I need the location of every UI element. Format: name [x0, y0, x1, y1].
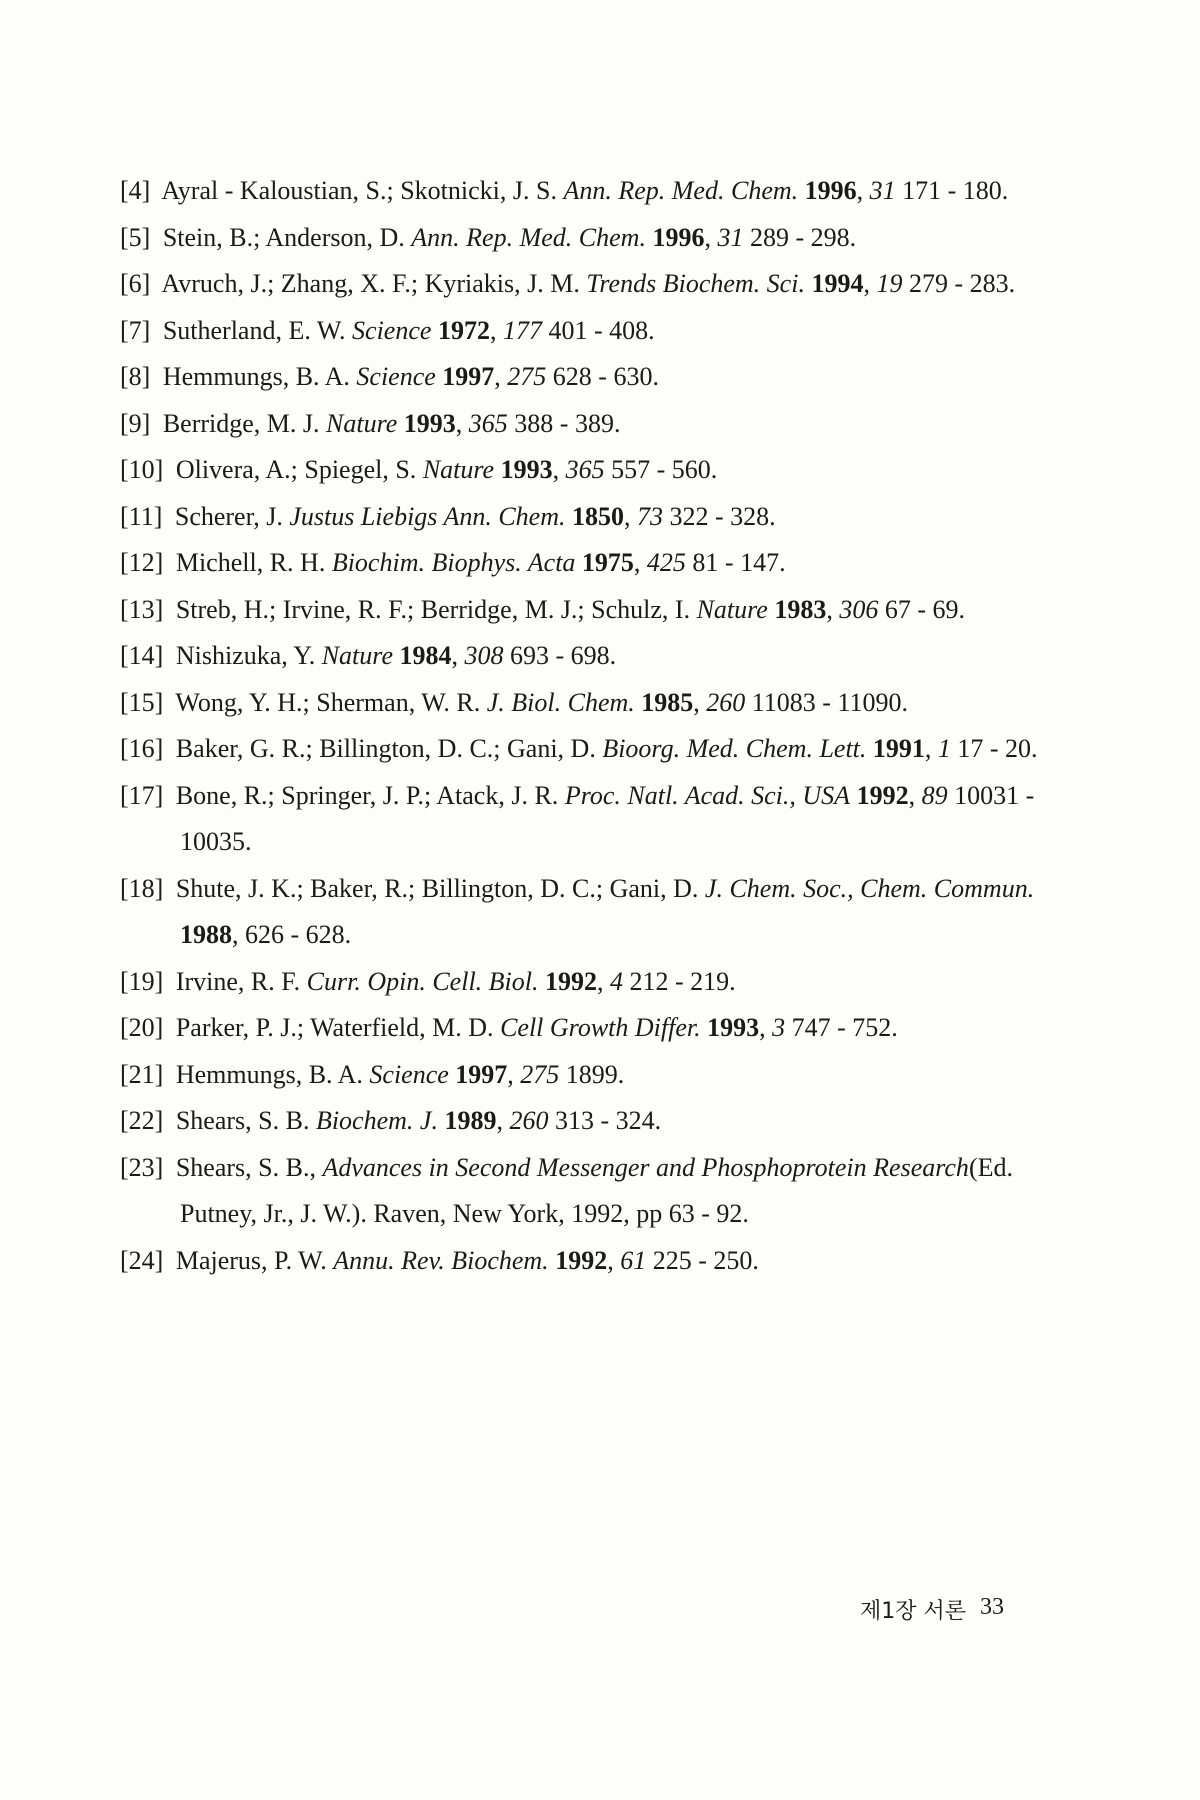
- reference-pages: 322 - 328.: [669, 501, 776, 531]
- reference-year: 1989: [444, 1106, 497, 1135]
- reference-authors: Baker, G. R.; Billington, D. C.; Gani, D.: [175, 734, 596, 763]
- reference-pages: 17 - 20.: [957, 734, 1038, 763]
- reference-journal: Justus Liebigs Ann. Chem.: [289, 501, 566, 531]
- reference-item: [120, 1145, 1050, 1238]
- reference-journal: Science: [352, 315, 432, 345]
- reference-pages: 279 - 283.: [908, 269, 1016, 298]
- reference-journal: Advances in Second Messenger and Phosphoprotein Research: [322, 1152, 969, 1182]
- reference-journal: J. Chem. Soc., Chem. Commun.: [704, 873, 1035, 903]
- reference-pages: 626 - 628.: [245, 920, 352, 949]
- reference-volume: 275: [507, 362, 547, 391]
- reference-item: [18] Shute, J. K.; Baker, R.; Billington, D. C.; Gani, D. J. Chem. Soc., Chem. Commun. 1988, 626 - 628.: [150, 866, 1050, 959]
- reference-year: 1996: [804, 176, 857, 205]
- reference-journal: Biochim. Biophys. Acta: [331, 548, 576, 577]
- reference-journal: Ann. Rep. Med. Chem.: [563, 176, 799, 205]
- reference-journal: Bioorg. Med. Chem. Lett.: [602, 734, 867, 763]
- reference-volume: 308: [464, 641, 504, 670]
- reference-item: [9] Berridge, M. J. Nature 1993, 365 388 - 389.: [120, 408, 621, 438]
- reference-number: [21]: [120, 1059, 164, 1089]
- reference-pages: (Ed. Putney, Jr., J. W.). Raven, New York, 1992, pp 63 - 92.: [180, 1152, 1013, 1228]
- reference-item: [8] Hemmungs, B. A. Science 1997, 275 628 - 630.: [120, 362, 659, 391]
- reference-number: [10]: [120, 455, 164, 484]
- reference-list: [120, 168, 1050, 1284]
- reference-authors: Sutherland, E. W.: [162, 315, 346, 345]
- reference-pages: 693 - 698.: [509, 641, 617, 670]
- reference-volume: 31: [869, 176, 896, 205]
- reference-number: [17]: [120, 780, 164, 810]
- reference-authors: Stein, B.; Anderson, D.: [162, 222, 405, 252]
- reference-year: 1997: [442, 362, 495, 391]
- reference-authors: Ayral - Kaloustian, S.; Skotnicki, J. S.: [161, 176, 557, 205]
- reference-journal: Trends Biochem. Sci.: [586, 269, 805, 298]
- reference-authors: Parker, P. J.; Waterfield, M. D.: [175, 1013, 494, 1042]
- reference-year: 1983: [774, 594, 827, 624]
- reference-authors: Michell, R. H.: [175, 548, 326, 577]
- reference-pages: 67 - 69.: [884, 594, 966, 624]
- reference-item: [22] Shears, S. B. Biochem. J. 1989, 260 313 - 324.: [150, 1098, 1050, 1145]
- reference-authors: Hemmungs, B. A.: [175, 1059, 363, 1089]
- reference-number: [12]: [120, 548, 164, 577]
- reference-item: [17] Bone, R.; Springer, J. P.; Atack, J. R. Proc. Natl. Acad. Sci., USA 1992, 89 10031 - 10035.: [150, 773, 1050, 866]
- reference-year: 1996: [652, 222, 705, 252]
- reference-pages: 313 - 324.: [554, 1106, 662, 1135]
- reference-number: [16]: [120, 734, 164, 763]
- reference-journal: Science: [356, 362, 436, 391]
- reference-authors: Streb, H.; Irvine, R. F.; Berridge, M. J.; Schulz, I.: [175, 594, 691, 624]
- reference-volume: 365: [565, 455, 605, 484]
- reference-authors: Berridge, M. J.: [162, 408, 320, 438]
- reference-volume: 425: [646, 548, 686, 577]
- reference-year: 1993: [403, 408, 456, 438]
- reference-item: [15] Wong, Y. H.; Sherman, W. R. J. Biol. Chem. 1985, 260 11083 - 11090.: [150, 680, 1050, 727]
- reference-pages: 225 - 250.: [652, 1245, 759, 1275]
- reference-journal: Proc. Natl. Acad. Sci., USA: [564, 780, 851, 810]
- reference-item: [19] Irvine, R. F. Curr. Opin. Cell. Biol. 1992, 4 212 - 219.: [150, 959, 1050, 1006]
- reference-volume: 260: [509, 1106, 549, 1135]
- reference-authors: Shears, S. B.,: [175, 1152, 316, 1182]
- reference-item: [16] Baker, G. R.; Billington, D. C.; Gani, D. Bioorg. Med. Chem. Lett. 1991, 1 17 - 20.: [150, 726, 1050, 773]
- reference-journal: Cell Growth Differ.: [500, 1013, 701, 1042]
- reference-volume: 73: [636, 501, 663, 531]
- reference-authors: Shute, J. K.; Baker, R.; Billington, D. C.; Gani, D.: [175, 873, 699, 903]
- reference-journal: Nature: [321, 641, 393, 670]
- reference-item: [12] Michell, R. H. Biochim. Biophys. Acta 1975, 425 81 - 147.: [150, 540, 1050, 587]
- reference-item: [20] Parker, P. J.; Waterfield, M. D. Cell Growth Differ. 1993, 3 747 - 752.: [150, 1005, 1050, 1052]
- reference-number: [18]: [120, 873, 164, 903]
- reference-volume: 177: [502, 315, 542, 345]
- reference-journal: Nature: [422, 455, 495, 484]
- reference-journal: Annu. Rev. Biochem.: [333, 1245, 549, 1275]
- reference-volume: 31: [717, 222, 744, 252]
- chapter-title: 제1장 서론: [860, 1599, 966, 1624]
- reference-item: [14] Nishizuka, Y. Nature 1984, 308 693 - 698.: [150, 633, 1050, 680]
- reference-year: 1984: [399, 641, 452, 670]
- reference-volume: 19: [876, 269, 903, 298]
- reference-pages: 628 - 630.: [552, 362, 659, 391]
- reference-authors: Nishizuka, Y.: [175, 641, 316, 670]
- reference-volume: 89: [921, 780, 948, 810]
- reference-number: [23]: [120, 1152, 164, 1182]
- reference-item: [4] Ayral - Kaloustian, S.; Skotnicki, J. S. Ann. Rep. Med. Chem. 1996, 31 171 - 180.: [120, 176, 1009, 205]
- reference-item: [10] Olivera, A.; Spiegel, S. Nature 1993, 365 557 - 560.: [150, 447, 1050, 494]
- reference-year: 1972: [437, 315, 490, 345]
- reference-journal: Nature: [696, 594, 768, 624]
- reference-year: 1993: [500, 455, 553, 484]
- reference-item: [5] Stein, B.; Anderson, D. Ann. Rep. Med. Chem. 1996, 31 289 - 298.: [120, 222, 857, 252]
- reference-journal: Ann. Rep. Med. Chem.: [411, 222, 646, 252]
- reference-authors: Majerus, P. W.: [175, 1245, 327, 1275]
- reference-volume: 1: [937, 734, 951, 763]
- reference-journal: Nature: [326, 408, 398, 438]
- reference-number: [13]: [120, 594, 164, 624]
- reference-authors: Hemmungs, B. A.: [162, 362, 350, 391]
- reference-pages: 171 - 180.: [902, 176, 1009, 205]
- reference-year: 1850: [571, 501, 624, 531]
- reference-year: 1992: [856, 780, 909, 810]
- reference-year: 1975: [581, 548, 634, 577]
- reference-volume: 260: [706, 687, 746, 717]
- reference-authors: Scherer, J.: [174, 501, 283, 531]
- reference-pages: 401 - 408.: [548, 315, 655, 345]
- reference-authors: Irvine, R. F.: [175, 966, 301, 996]
- reference-pages: 557 - 560.: [611, 455, 718, 484]
- reference-item: [24] Majerus, P. W. Annu. Rev. Biochem. 1992, 61 225 - 250.: [150, 1238, 1050, 1285]
- reference-volume: 61: [620, 1245, 647, 1275]
- reference-pages: 289 - 298.: [749, 222, 857, 252]
- reference-number: [11]: [120, 501, 163, 531]
- reference-year: 1993: [707, 1013, 760, 1042]
- reference-journal: Curr. Opin. Cell. Biol.: [306, 966, 539, 996]
- reference-pages: 81 - 147.: [692, 548, 786, 577]
- reference-volume: 365: [468, 408, 508, 438]
- reference-number: [19]: [120, 966, 164, 996]
- page-number: 33: [980, 1594, 1004, 1620]
- reference-item: [21] Hemmungs, B. A. Science 1997, 275 1899.: [150, 1052, 1050, 1099]
- reference-pages: 212 - 219.: [629, 966, 736, 996]
- reference-year: 1992: [555, 1245, 608, 1275]
- reference-pages: 747 - 752.: [791, 1013, 898, 1042]
- reference-number: [24]: [120, 1245, 164, 1275]
- reference-item: [6] Avruch, J.; Zhang, X. F.; Kyriakis, J. M. Trends Biochem. Sci. 1994, 19 279 - 283.: [120, 269, 1016, 298]
- page-footer: [860, 1594, 1004, 1625]
- reference-year: 1991: [872, 734, 925, 763]
- reference-volume: 4: [610, 966, 623, 996]
- reference-authors: Avruch, J.; Zhang, X. F.; Kyriakis, J. M.: [161, 269, 580, 298]
- reference-year: 1992: [545, 966, 597, 996]
- reference-item: [7] Sutherland, E. W. Science 1972, 177 401 - 408.: [120, 315, 655, 345]
- reference-number: [14]: [120, 641, 164, 670]
- reference-authors: Bone, R.; Springer, J. P.; Atack, J. R.: [175, 780, 559, 810]
- reference-number: [22]: [120, 1106, 164, 1135]
- reference-volume: 275: [520, 1059, 560, 1089]
- reference-item: [11] Scherer, J. Justus Liebigs Ann. Chem. 1850, 73 322 - 328.: [150, 494, 1050, 541]
- reference-pages: 11083 - 11090.: [751, 687, 908, 717]
- reference-journal: Biochem. J.: [315, 1106, 438, 1135]
- reference-volume: 3: [772, 1013, 786, 1042]
- reference-journal: J. Biol. Chem.: [486, 687, 635, 717]
- reference-year: 1997: [455, 1059, 508, 1089]
- reference-pages: 388 - 389.: [514, 408, 621, 438]
- reference-journal: Science: [369, 1059, 449, 1089]
- reference-pages: 1899.: [565, 1059, 625, 1089]
- reference-authors: Shears, S. B.: [175, 1106, 310, 1135]
- reference-volume: 306: [839, 594, 879, 624]
- reference-year: 1988: [180, 920, 232, 949]
- reference-number: [20]: [120, 1013, 164, 1042]
- reference-item: [13] Streb, H.; Irvine, R. F.; Berridge, M. J.; Schulz, I. Nature 1983, 306 67 - 69.: [150, 587, 1050, 634]
- reference-number: [15]: [120, 687, 164, 717]
- reference-pages: 10031 - 10035.: [180, 780, 1035, 856]
- reference-authors: Wong, Y. H.; Sherman, W. R.: [175, 687, 481, 717]
- reference-authors: Olivera, A.; Spiegel, S.: [175, 455, 417, 484]
- reference-year: 1985: [641, 687, 694, 717]
- reference-year: 1994: [811, 269, 864, 298]
